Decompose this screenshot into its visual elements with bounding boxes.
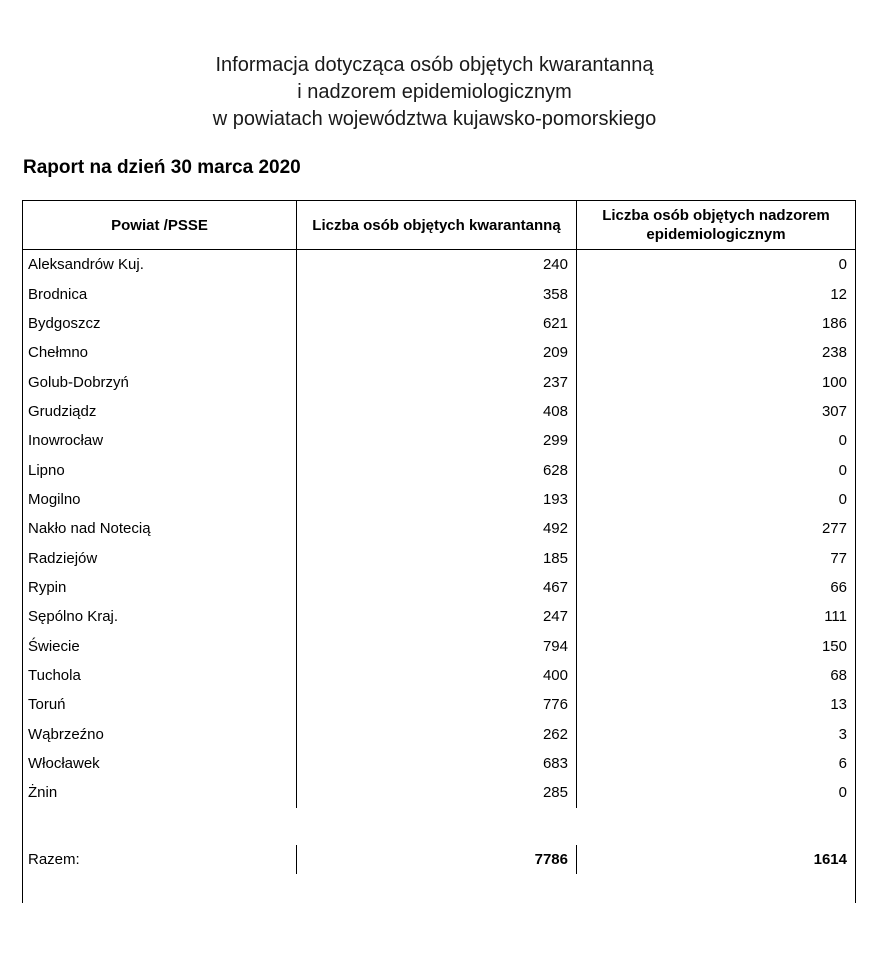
table-row — [23, 250, 855, 279]
kwarantanna-cell: 285 — [297, 778, 577, 807]
powiat-cell: Świecie — [23, 631, 297, 660]
kwarantanna-cell: 776 — [297, 690, 577, 719]
title-line-3: w powiatach województwa kujawsko-pomorskiego — [212, 108, 657, 130]
table-row — [23, 514, 855, 543]
powiat-cell: Chełmno — [23, 338, 297, 367]
table-row — [23, 690, 855, 719]
nadzor-cell: 13 — [830, 696, 847, 714]
nadzor-cell: 66 — [830, 578, 847, 596]
title-line-2: i nadzorem epidemiologicznym — [297, 81, 572, 103]
nadzor-cell: 307 — [821, 402, 847, 420]
table-row — [23, 749, 855, 778]
powiat-cell: Bydgoszcz — [23, 309, 297, 338]
powiat-cell: Sępólno Kraj. — [23, 602, 297, 631]
powiat-cell: Toruń — [23, 690, 297, 719]
powiat-cell: Lipno — [23, 455, 297, 484]
kwarantanna-cell: 209 — [297, 338, 577, 367]
table-row — [23, 279, 855, 308]
nadzor-cell: 0 — [838, 461, 847, 479]
report-date-heading: Raport na dzień 30 marca 2020 — [23, 157, 301, 178]
table-row — [23, 455, 855, 484]
nadzor-cell: 3 — [838, 725, 847, 743]
nadzor-cell: 100 — [821, 373, 847, 391]
data-table — [22, 200, 856, 903]
total-row — [23, 845, 855, 874]
table-row — [23, 309, 855, 338]
nadzor-cell: 238 — [821, 344, 847, 362]
nadzor-cell: 6 — [838, 755, 847, 773]
powiat-cell: Grudziądz — [23, 397, 297, 426]
header-cell-powiat: Powiat /PSSE — [23, 201, 297, 249]
nadzor-cell: 12 — [830, 285, 847, 303]
table-row — [23, 602, 855, 631]
kwarantanna-cell: 400 — [297, 661, 577, 690]
powiat-cell: Tuchola — [23, 661, 297, 690]
document-title — [0, 0, 869, 133]
bottom-filler — [23, 874, 855, 903]
table-row — [23, 338, 855, 367]
total-nadzor: 1614 — [813, 850, 847, 868]
powiat-cell: Brodnica — [23, 279, 297, 308]
powiat-cell: Rypin — [23, 573, 297, 602]
powiat-cell: Radziejów — [23, 543, 297, 572]
kwarantanna-cell: 794 — [297, 631, 577, 660]
header-cell-nadzor: Liczba osób objętych nadzorem epidemiologicznym — [602, 207, 830, 243]
nadzor-cell: 68 — [830, 666, 847, 684]
kwarantanna-cell: 621 — [297, 309, 577, 338]
table-row — [23, 720, 855, 749]
kwarantanna-cell: 240 — [297, 250, 577, 279]
kwarantanna-cell: 628 — [297, 455, 577, 484]
nadzor-cell: 186 — [821, 314, 847, 332]
powiat-cell: Golub-Dobrzyń — [23, 367, 297, 396]
table-row — [23, 573, 855, 602]
powiat-cell: Aleksandrów Kuj. — [23, 250, 297, 279]
nadzor-cell: 0 — [838, 784, 847, 802]
table-header — [22, 200, 856, 250]
kwarantanna-cell: 262 — [297, 720, 577, 749]
powiat-cell: Wąbrzeźno — [23, 720, 297, 749]
title-line-1: Informacja dotycząca osób objętych kwarantanną — [215, 54, 654, 76]
nadzor-cell: 0 — [838, 432, 847, 450]
nadzor-cell: 0 — [838, 490, 847, 508]
kwarantanna-cell: 683 — [297, 749, 577, 778]
table-row — [23, 397, 855, 426]
table-row — [23, 631, 855, 660]
kwarantanna-cell: 247 — [297, 602, 577, 631]
kwarantanna-cell: 193 — [297, 485, 577, 514]
table-row — [23, 485, 855, 514]
nadzor-cell: 111 — [824, 608, 847, 626]
table-row — [23, 778, 855, 807]
nadzor-cell: 150 — [821, 637, 847, 655]
kwarantanna-cell: 408 — [297, 397, 577, 426]
powiat-cell: Inowrocław — [23, 426, 297, 455]
header-cell-kwarantanna: Liczba osób objętych kwarantanną — [297, 201, 577, 249]
nadzor-cell: 77 — [830, 549, 847, 567]
kwarantanna-cell: 237 — [297, 367, 577, 396]
table-body — [22, 250, 856, 903]
table-row — [23, 661, 855, 690]
kwarantanna-cell: 358 — [297, 279, 577, 308]
kwarantanna-cell: 467 — [297, 573, 577, 602]
powiat-cell: Mogilno — [23, 485, 297, 514]
powiat-cell: Żnin — [23, 778, 297, 807]
powiat-cell: Nakło nad Notecią — [23, 514, 297, 543]
table-row — [23, 543, 855, 572]
powiat-cell: Włocławek — [23, 749, 297, 778]
nadzor-cell: 277 — [821, 520, 847, 538]
total-label: Razem: — [23, 845, 297, 874]
total-kwarantanna: 7786 — [297, 845, 577, 874]
kwarantanna-cell: 185 — [297, 543, 577, 572]
kwarantanna-cell: 299 — [297, 426, 577, 455]
kwarantanna-cell: 492 — [297, 514, 577, 543]
table-row — [23, 367, 855, 396]
nadzor-cell: 0 — [838, 256, 847, 274]
table-row — [23, 426, 855, 455]
spacer-row — [23, 808, 855, 845]
